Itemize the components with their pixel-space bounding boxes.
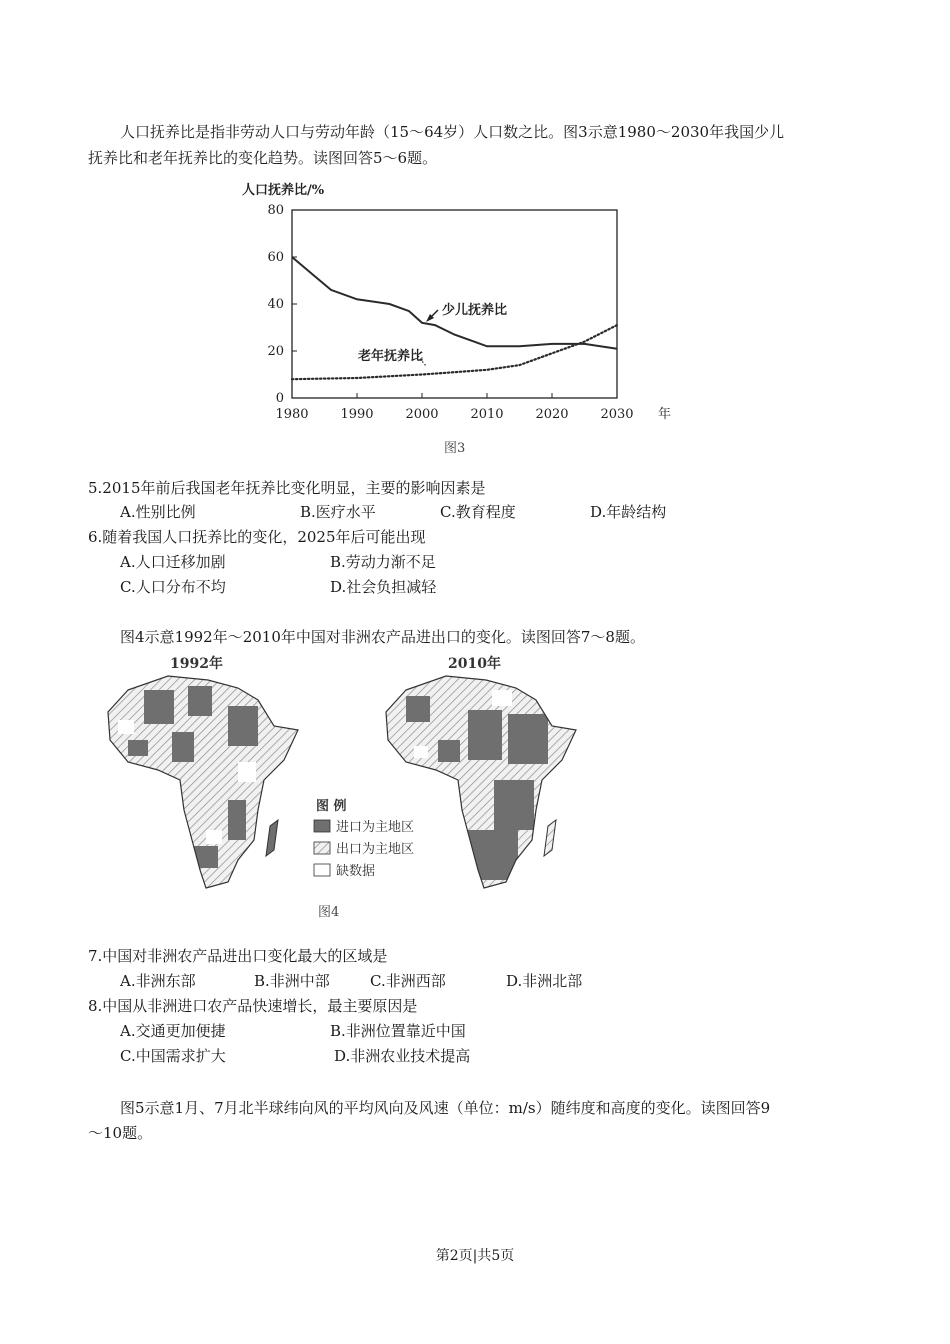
q5-option-b: B.医疗水平 (300, 503, 376, 521)
question-5-stem: 5.2015年前后我国老年抚养比变化明显，主要的影响因素是 (88, 479, 486, 497)
legend-title: 图 例 (316, 799, 347, 814)
q5-option-c: C.教育程度 (440, 503, 516, 521)
legend-swatch-nodata (314, 864, 330, 876)
y-tick-label: 0 (275, 391, 284, 406)
africa-map-2010 (368, 650, 608, 910)
chart-x-axis-label: 年 (658, 407, 672, 422)
q6-option-d: D.社会负担减轻 (330, 578, 437, 596)
legend-swatch-import (314, 820, 330, 832)
map-2010-title: 2010年 (448, 656, 501, 672)
x-tick-label: 2010 (470, 407, 504, 422)
x-tick-label: 1990 (340, 407, 374, 422)
q6-option-b: B.劳动力渐不足 (330, 553, 436, 571)
q8-option-b: B.非洲位置靠近中国 (330, 1022, 466, 1040)
q7-option-c: C.非洲西部 (370, 972, 446, 990)
series-label-child: 少儿抚养比 (442, 303, 508, 318)
figure-4-caption: 图4 (318, 905, 340, 920)
legend-swatch-export (314, 842, 330, 854)
legend-export-label: 出口为主地区 (336, 842, 415, 857)
q5-option-d: D.年龄结构 (590, 503, 667, 521)
intro-paragraph-line2: 抚养比和老年抚养比的变化趋势。读图回答5～6题。 (88, 149, 438, 167)
question-7-stem: 7.中国对非洲农产品进出口变化最大的区域是 (88, 947, 388, 965)
africa-map-1992 (88, 650, 348, 910)
intro-paragraph-line1: 人口抚养比是指非劳动人口与劳动年龄（15～64岁）人口数之比。图3示意1980～2030年我国少儿 (120, 123, 785, 141)
q6-option-a: A.人口迁移加剧 (120, 553, 226, 571)
legend-nodata-label: 缺数据 (336, 864, 376, 879)
series-line-elderly-dependency (292, 325, 617, 379)
figure-3-caption: 图3 (444, 441, 466, 456)
q8-option-d: D.非洲农业技术提高 (334, 1047, 471, 1065)
x-tick-label: 1980 (275, 407, 309, 422)
series-label-elderly: 老年抚养比 (358, 349, 424, 364)
intro-paragraph-figure4: 图4示意1992年～2010年中国对非洲农产品进出口的变化。读图回答7～8题。 (120, 628, 645, 646)
page-footer: 第2页|共5页 (435, 1248, 515, 1264)
question-8-stem: 8.中国从非洲进口农产品快速增长，最主要原因是 (88, 997, 418, 1015)
map-1992-title: 1992年 (170, 656, 223, 672)
q7-option-b: B.非洲中部 (254, 972, 330, 990)
intro-paragraph-figure5-line1: 图5示意1月、7月北半球纬向风的平均风向及风速（单位：m/s）随纬度和高度的变化。读图回答9 (120, 1099, 771, 1117)
x-tick-label: 2020 (535, 407, 569, 422)
map-legend (314, 798, 414, 879)
q8-option-c: C.中国需求扩大 (120, 1047, 226, 1065)
y-tick-label: 60 (267, 250, 284, 265)
x-tick-label: 2030 (600, 407, 634, 422)
q7-option-a: A.非洲东部 (120, 972, 196, 990)
figure-3-chart (230, 170, 710, 470)
question-6-stem: 6.随着我国人口抚养比的变化，2025年后可能出现 (88, 528, 426, 546)
intro-paragraph-figure5-line2: ～10题。 (88, 1124, 153, 1142)
q8-option-a: A.交通更加便捷 (120, 1022, 226, 1040)
y-tick-label: 40 (267, 297, 284, 312)
legend-import-label: 进口为主地区 (336, 820, 415, 835)
q5-option-a: A.性别比例 (120, 503, 196, 521)
x-tick-label: 2000 (405, 407, 439, 422)
chart-y-axis-label: 人口抚养比/% (242, 183, 325, 198)
y-tick-label: 20 (267, 344, 284, 359)
q7-option-d: D.非洲北部 (506, 972, 583, 990)
y-tick-label: 80 (267, 203, 284, 218)
q6-option-c: C.人口分布不均 (120, 578, 226, 596)
figure-4-maps (88, 650, 608, 925)
